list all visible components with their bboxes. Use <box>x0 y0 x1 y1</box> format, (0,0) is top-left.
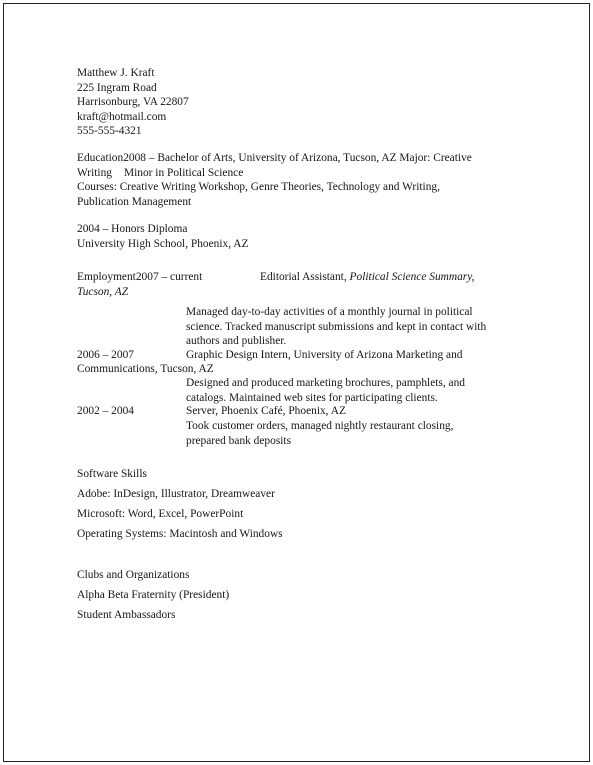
job1-location: Tucson, AZ <box>77 286 129 298</box>
job1-title: Editorial Assistant, <box>260 271 350 283</box>
job3-dates: 2002 – 2004 <box>77 405 134 417</box>
job1-desc-line: authors and publisher. <box>186 335 287 348</box>
education-courses-cont: Publication Management <box>77 195 192 208</box>
education-degree: 2008 – Bachelor of Arts, University of Arizona, Tucson, AZ Major: Creative <box>123 152 472 164</box>
job2-dates: 2006 – 2007 <box>77 349 134 361</box>
clubs-item: Student Ambassadors <box>77 609 176 621</box>
contact-block <box>77 66 189 139</box>
job2-description <box>186 376 465 405</box>
education-section <box>77 151 472 209</box>
software-heading: Software Skills <box>77 468 147 480</box>
job1-company: Political Science Summary, <box>349 271 475 283</box>
contact-city: Harrisonburg, VA 22807 <box>77 96 189 109</box>
software-microsoft: Microsoft: Word, Excel, PowerPoint <box>77 508 244 520</box>
software-adobe: Adobe: InDesign, Illustrator, Dreamweaver <box>77 488 275 500</box>
job3-description <box>186 419 453 448</box>
education-diploma <box>77 222 249 251</box>
contact-name: Matthew J. Kraft <box>77 67 155 79</box>
education-minor: Minor in Political Science <box>123 166 244 179</box>
contact-street: 225 Ingram Road <box>77 81 157 94</box>
job2-title-cont: Communications, Tucson, AZ <box>77 363 214 375</box>
employment-heading: Employment <box>77 271 136 283</box>
job2-title: Graphic Design Intern, University of Arizona Marketing and <box>186 349 463 361</box>
education-degree-line <box>77 151 472 166</box>
education-major-line <box>77 166 472 181</box>
contact-phone: 555-555-4321 <box>77 125 142 138</box>
job3-desc-line: prepared bank deposits <box>186 434 292 447</box>
employment-heading-line <box>77 270 202 285</box>
job1-desc-line: science. Tracked manuscript submissions and kept in contact with <box>186 320 487 333</box>
job3-desc-line: Took customer orders, managed nightly restaurant closing, <box>186 420 454 432</box>
job1-dates: 2007 – current <box>135 271 203 283</box>
clubs-heading: Clubs and Organizations <box>77 569 190 581</box>
job1-description <box>186 305 486 349</box>
clubs-item: Alpha Beta Fraternity (President) <box>77 589 230 601</box>
job2-desc-line: catalogs. Maintained web sites for participating clients. <box>186 391 438 404</box>
job1-title-line <box>260 270 475 285</box>
job1-desc-line: Managed day-to-day activities of a monthly journal in political <box>186 306 473 318</box>
job1-location-line <box>77 285 128 300</box>
diploma-title: 2004 – Honors Diploma <box>77 223 188 235</box>
job3-title: Server, Phoenix Café, Phoenix, AZ <box>186 405 346 417</box>
diploma-school: University High School, Phoenix, AZ <box>77 237 249 250</box>
education-heading: Education <box>77 152 124 164</box>
software-os: Operating Systems: Macintosh and Windows <box>77 528 283 540</box>
job2-desc-line: Designed and produced marketing brochures, pamphlets, and <box>186 377 465 389</box>
education-courses: Courses: Creative Writing Workshop, Genre Theories, Technology and Writing, <box>77 181 440 194</box>
contact-email: kraft@hotmail.com <box>77 110 167 123</box>
education-major-cont: Writing <box>77 166 112 179</box>
